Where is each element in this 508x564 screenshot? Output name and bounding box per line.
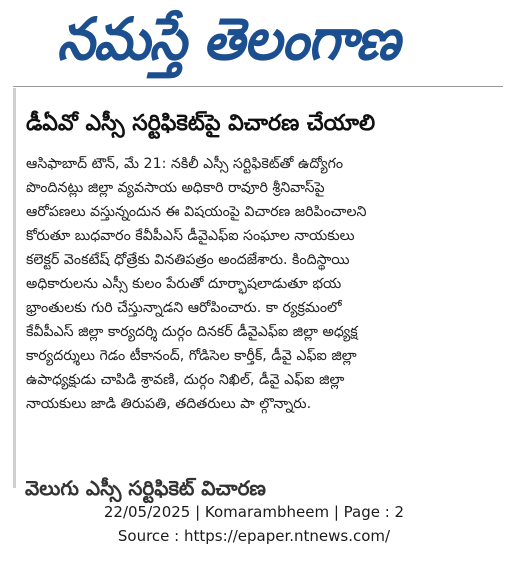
footer-source: Source : https://epaper.ntnews.com/ bbox=[117, 527, 391, 545]
masthead-logo: నమస్తే తెలంగాణ bbox=[57, 5, 400, 73]
body-line: కలెక్టర్ వెంకటేష్ ధోత్రేకు వినతిపత్రం అందజేశారు. కిందిస్థాయి bbox=[26, 252, 350, 268]
body-line: ఆరోపణలు వస్తున్నందున ఈ విషయంపై విచారణ జరిపించాలని bbox=[26, 204, 367, 220]
body-line: అధికారులను ఎస్సీ కులం పేరుతో దూర్భాషలాడుతూ భయ bbox=[26, 276, 342, 292]
body-line: భ్రాంతులకు గురి చేస్తున్నాడని ఆరోపించారు. కా ర్యక్రమంలో bbox=[26, 300, 342, 316]
column-border bbox=[13, 88, 16, 488]
body-line: నాయకులు జాడి తిరుపతి, తదితరులు పా ల్గొన్నారు. bbox=[26, 396, 312, 412]
next-headline-cutoff bbox=[25, 476, 487, 500]
body-line: పొందినట్లు జిల్లా వ్యవసాయ అధికారి రావూరి శ్రీనివాస్‌పై bbox=[26, 180, 325, 196]
footer-date-edition: 22/05/2025 | Komarambheem | Page : 2 bbox=[103, 503, 405, 521]
body-line: కార్యదర్శులు గెడం టీకానంద్, గోడిసెల కార్తీక్, డీవై ఎఫ్ఐ జిల్లా bbox=[26, 348, 357, 364]
newspaper-clipping bbox=[13, 0, 492, 500]
source-footer bbox=[0, 500, 508, 548]
body-line: కోరుతూ బుధవారం కేవీపీఎస్ డీవైఎఫ్ఐ సంఘాల నాయకులు bbox=[26, 228, 355, 244]
masthead-divider bbox=[13, 86, 503, 87]
body-line: ఉపాధ్యక్షుడు చాపిడి శ్రావణి, దుర్గం నిఖిల్, డీవై ఎఫ్ఐ జిల్లా bbox=[26, 372, 345, 388]
article-headline: డీఏవో ఎస్సీ సర్టిఫికెట్‌పై విచారణ చేయాలి bbox=[26, 111, 376, 136]
cutoff-text: వెలుగు ఎస్సీ సర్టిఫికెట్ విచారణ bbox=[25, 476, 266, 500]
body-line: కేవీపీఎస్ జిల్లా కార్యదర్శి దుర్గం దినకర్ డీవైఎఫ్ఐ జిల్లా అధ్యక్ష bbox=[26, 324, 358, 340]
article-body bbox=[26, 152, 486, 416]
body-line: ఆసిఫాబాద్ టౌన్, మే 21: నకిలీ ఎస్సీ సర్టిఫికెట్‌తో ఉద్యోగం bbox=[26, 156, 344, 172]
